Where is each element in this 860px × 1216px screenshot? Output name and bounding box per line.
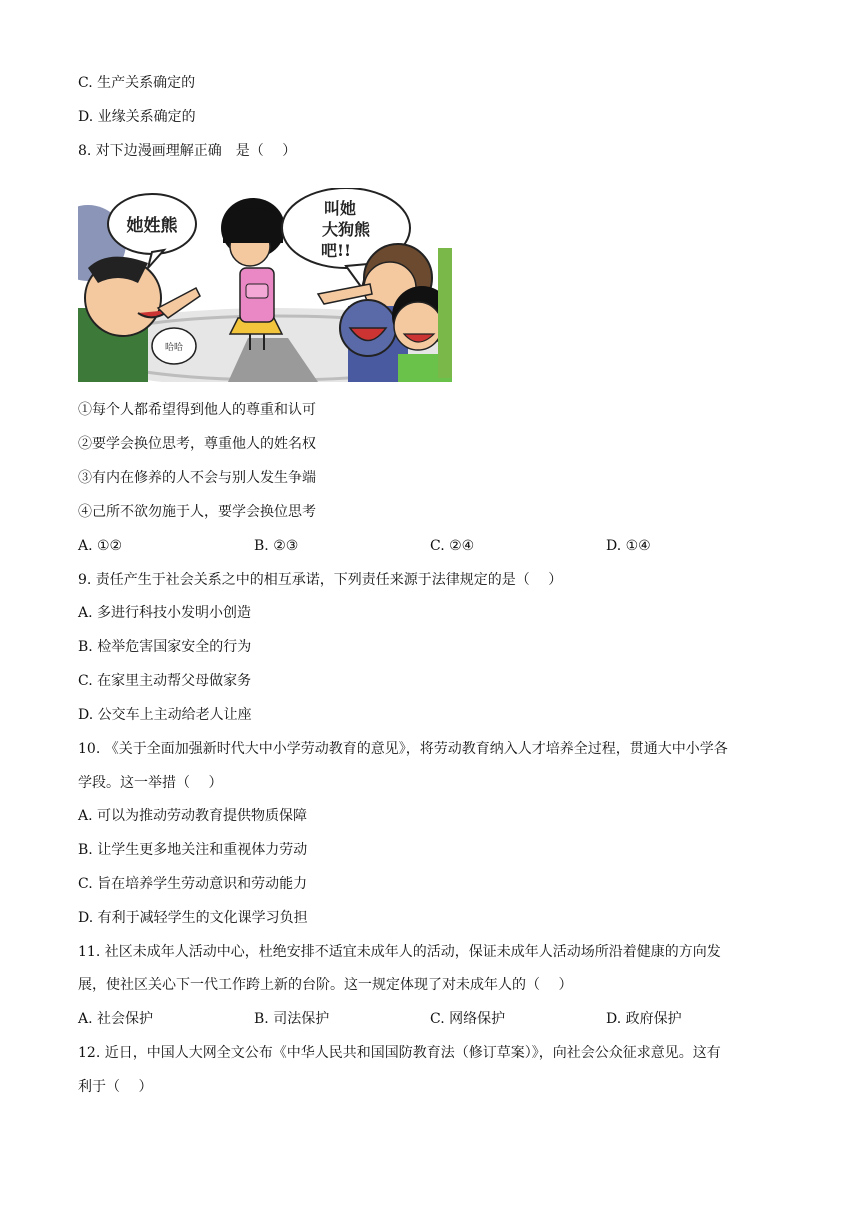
q10-stem-line-1: 10. 《关于全面加强新时代大中小学劳动教育的意见》，将劳动教育纳入人才培养全过程，贯通大中小学各 bbox=[78, 741, 728, 757]
q10-option-a: A. 可以为推动劳动教育提供物质保障 bbox=[78, 808, 308, 824]
q9-option-a: A. 多进行科技小发明小创造 bbox=[78, 605, 252, 621]
q11-option-a: A. 社会保护 bbox=[78, 1011, 154, 1027]
q9-option-b: B. 检举危害国家安全的行为 bbox=[78, 639, 252, 655]
q11-stem-line-1: 11. 社区未成年人活动中心，杜绝安排不适宜未成年人的活动，保证未成年人活动场所沿着健康的方向发 bbox=[78, 944, 721, 960]
q8-statement-1: ①每个人都希望得到他人的尊重和认可 bbox=[78, 402, 316, 418]
q11-stem-line-2: 展，使社区关心下一代工作跨上新的台阶。这一规定体现了对未成年人的（ ） bbox=[78, 977, 573, 993]
q8-option-c: C. ②④ bbox=[430, 538, 475, 554]
comic-bubble-small: 哈哈 bbox=[164, 343, 184, 353]
comic-bubble-right-1: 叫她 bbox=[323, 199, 357, 218]
q9-option-c: C. 在家里主动帮父母做家务 bbox=[78, 673, 252, 689]
comic-illustration bbox=[78, 188, 452, 382]
q10-stem-line-2: 学段。这一举措（ ） bbox=[78, 775, 223, 791]
q11-option-d: D. 政府保护 bbox=[606, 1011, 682, 1027]
q8-option-d: D. ①④ bbox=[606, 538, 651, 554]
q8-statement-4: ④己所不欲勿施于人，要学会换位思考 bbox=[78, 504, 316, 520]
q9-option-d: D. 公交车上主动给老人让座 bbox=[78, 707, 252, 723]
comic-bubble-right-2: 大狗熊 bbox=[321, 220, 371, 239]
q10-option-c: C. 旨在培养学生劳动意识和劳动能力 bbox=[78, 876, 308, 892]
q10-option-b: B. 让学生更多地关注和重视体力劳动 bbox=[78, 842, 308, 858]
comic-bubble-left: 她姓熊 bbox=[126, 216, 178, 236]
q8-stem: 8. 对下边漫画理解正确 是（ ） bbox=[78, 143, 297, 159]
q7-option-c: C. 生产关系确定的 bbox=[78, 75, 196, 91]
q9-stem: 9. 责任产生于社会关系之中的相互承诺，下列责任来源于法律规定的是（ ） bbox=[78, 572, 563, 588]
q11-option-b: B. 司法保护 bbox=[254, 1011, 330, 1027]
q7-option-d: D. 业缘关系确定的 bbox=[78, 109, 196, 125]
q8-option-a: A. ①② bbox=[78, 538, 123, 554]
q12-stem-line-2: 利于（ ） bbox=[78, 1079, 153, 1095]
q8-option-b: B. ②③ bbox=[254, 538, 299, 554]
q10-option-d: D. 有利于减轻学生的文化课学习负担 bbox=[78, 910, 308, 926]
q8-statement-2: ②要学会换位思考，尊重他人的姓名权 bbox=[78, 436, 316, 452]
comic-bubble-right-3: 吧!! bbox=[320, 241, 352, 260]
q12-stem-line-1: 12. 近日，中国人大网全文公布《中华人民共和国国防教育法（修订草案）》，向社会公众征求意见。这有 bbox=[78, 1045, 721, 1061]
q8-statement-3: ③有内在修养的人不会与别人发生争端 bbox=[78, 470, 316, 486]
q11-option-c: C. 网络保护 bbox=[430, 1011, 506, 1027]
